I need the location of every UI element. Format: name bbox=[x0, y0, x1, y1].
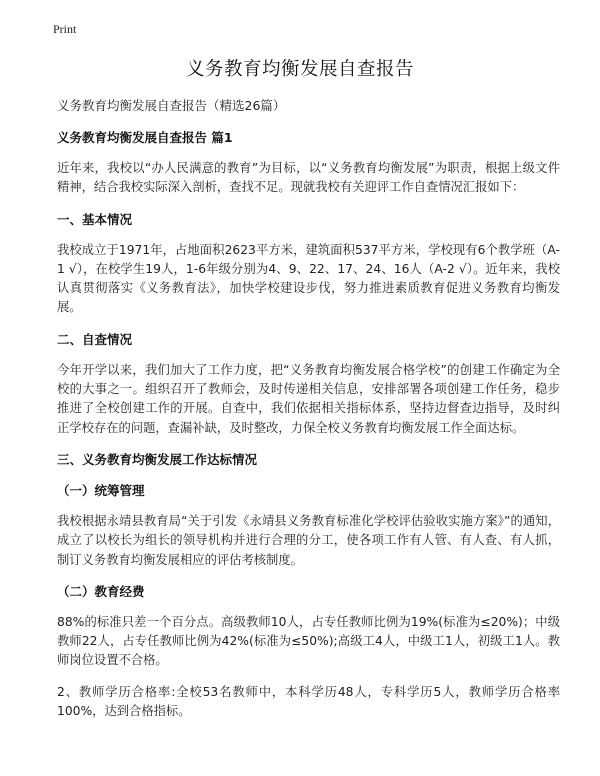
sub-heading-funding: （二）教育经费 bbox=[57, 583, 145, 599]
heading-basic-info: 一、基本情况 bbox=[57, 211, 133, 227]
heading-self-check: 二、自查情况 bbox=[57, 331, 133, 347]
self-check-paragraph: 今年开学以来，我们加大了工作力度，把“义务教育均衡发展合格学校”的创建工作确定为全校的大事之一。组织召开了教师会，及时传递相关信息，安排部署各项创建工作任务，稳步推进了全校创建工作的开展。自查中，我们依据相关指标体系，坚持边督查边指导，及时纠正学校存在的问题，查漏补缺，及时整改，力保全校义务教育均衡发展工作全面达标。 bbox=[57, 362, 560, 435]
qualification-paragraph: 2、教师学历合格率:全校53名教师中，本科学历48人，专科学历5人，教师学历合格率100%，达到合格指标。 bbox=[57, 684, 560, 719]
document-body bbox=[57, 96, 560, 733]
document-subtitle: 义务教育均衡发展自查报告（精选26篇） bbox=[57, 98, 286, 113]
funding-paragraph: 88%的标准只差一个百分点。高级教师10人，占专任教师比例为19%(标准为≤20%)；中级教师22人，占专任教师比例为42%(标准为≤50%);高级工4人，中级工1人，初级工1人。教师岗位设置不合格。 bbox=[57, 614, 560, 668]
print-link[interactable]: Print bbox=[53, 22, 77, 36]
section-heading-main: 义务教育均衡发展自查报告 篇1 bbox=[57, 130, 233, 145]
management-paragraph: 我校根据永靖县教育局“关于引发《永靖县义务教育标准化学校评估验收实施方案》”的通知，成立了以校长为组长的领导机构并进行合理的分工，使各项工作有人管、有人查、有人抓，制订义务教育均衡发展相应的评估考核制度。 bbox=[57, 513, 560, 567]
basic-info-paragraph: 我校成立于1971年，占地面积2623平方米，建筑面积537平方米，学校现有6个教学班（A-1 √），在校学生19人，1-6年级分别为4、9、22、17、24、16人（A-2 √）。近年来，我校认真贯彻落实《义务教育法》，加快学校建设步伐，努力推进素质教育促进义务教育均衡发展。 bbox=[57, 242, 560, 315]
document-title: 义务教育均衡发展自查报告 bbox=[185, 59, 414, 80]
intro-paragraph: 近年来，我校以“办人民满意的教育”为目标，以“义务教育均衡发展”为职责，根据上级文件精神，结合我校实际深入剖析，查找不足。现就我校有关迎评工作自查情况汇报如下： bbox=[57, 161, 560, 195]
sub-heading-management: （一）统筹管理 bbox=[57, 482, 145, 498]
heading-compliance: 三、义务教育均衡发展工作达标情况 bbox=[57, 451, 258, 467]
